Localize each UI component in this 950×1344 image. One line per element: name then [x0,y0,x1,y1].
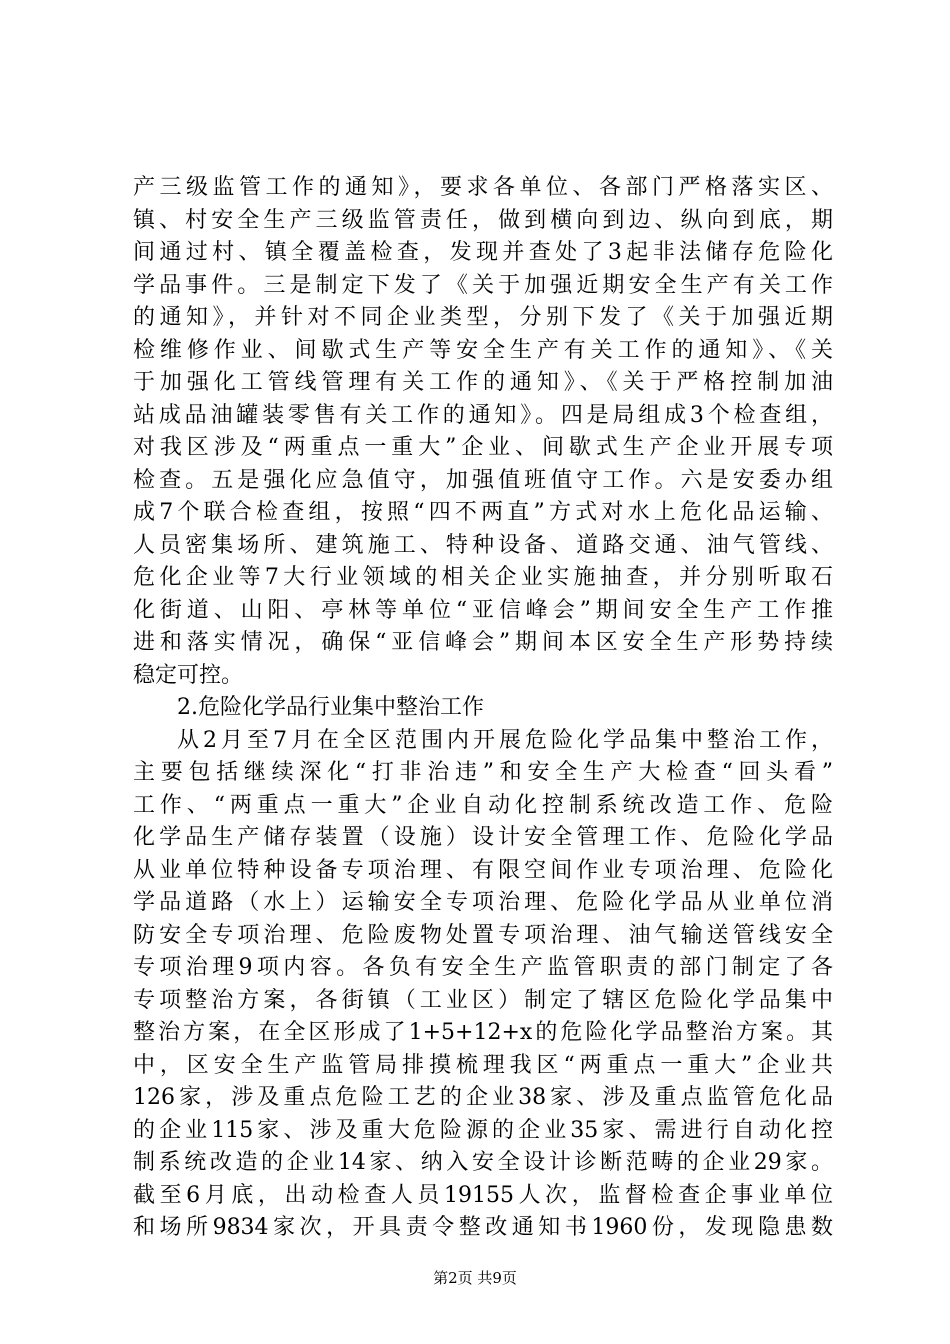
text-line: 专项整治方案，各街镇（工业区）制定了辖区危险化学品集中 [133,987,833,1013]
text-line: 的企业115家、涉及重大危险源的企业35家、需进行自动化控 [133,1117,833,1143]
text-line: 间通过村、镇全覆盖检查，发现并查处了3起非法储存危险化 [133,240,833,265]
text-line: 化街道、山阳、亭林等单位“亚信峰会”期间安全生产工作推 [133,597,833,623]
text-line: 的通知》，并针对不同企业类型，分别下发了《关于加强近期 [133,305,833,330]
text-line: 专项治理9项内容。各负有安全生产监管职责的部门制定了各 [133,955,833,980]
page-number-footer: 第2页 共9页 [433,1269,517,1287]
document-body [133,172,833,1245]
text-line: 学品事件。三是制定下发了《关于加强近期安全生产有关工作 [133,272,833,298]
text-line: 于加强化工管线管理有关工作的通知》、《关于严格控制加油 [133,370,833,395]
text-line: 检维修作业、间歇式生产等安全生产有关工作的通知》、《关 [133,337,833,363]
text-line: 中，区安全生产监管局排摸梳理我区“两重点一重大”企业共 [133,1052,833,1078]
text-line: 从业单位特种设备专项治理、有限空间作业专项治理、危险化 [133,857,833,883]
text-line: 镇、村安全生产三级监管责任，做到横向到边、纵向到底，期 [133,207,833,233]
text-line: 截至6月底，出动检查人员19155人次，监督检查企事业单位 [133,1182,833,1208]
text-line: 成7个联合检查组，按照“四不两直”方式对水上危化品运输、 [133,500,833,525]
text-line: 产三级监管工作的通知》，要求各单位、各部门严格落实区、 [133,175,833,200]
text-line: 检查。五是强化应急值守，加强值班值守工作。六是安委办组 [133,467,833,493]
text-line: 整治方案，在全区形成了1+5+12+x的危险化学品整治方案。其 [133,1020,833,1045]
text-line: 稳定可控。 [133,662,244,688]
text-line: 人员密集场所、建筑施工、特种设备、道路交通、油气管线、 [133,532,833,558]
text-line: 化学品生产储存装置（设施）设计安全管理工作、危险化学品 [133,825,833,850]
section-heading: 2.危险化学品行业集中整治工作 [177,695,484,720]
text-line: 和场所9834家次，开具责令整改通知书1960份，发现隐患数 [133,1215,833,1240]
text-line: 对我区涉及“两重点一重大”企业、间歇式生产企业开展专项 [133,435,833,460]
text-line: 站成品油罐装零售有关工作的通知》。四是局组成3个检查组， [133,402,833,428]
text-line: 制系统改造的企业14家、纳入安全设计诊断范畴的企业29家。 [133,1150,833,1175]
text-line: 危化企业等7大行业领域的相关企业实施抽查，并分别听取石 [133,565,833,590]
text-line: 进和落实情况，确保“亚信峰会”期间本区安全生产形势持续 [133,630,833,655]
text-line: 从2月至7月在全区范围内开展危险化学品集中整治工作， [177,727,833,753]
text-line: 126家，涉及重点危险工艺的企业38家、涉及重点监管危化品 [133,1085,833,1110]
text-line: 主要包括继续深化“打非治违”和安全生产大检查“回头看” [133,760,833,785]
text-line: 学品道路（水上）运输安全专项治理、危险化学品从业单位消 [133,890,833,915]
text-line: 防安全专项治理、危险废物处置专项治理、油气输送管线安全 [133,922,833,948]
text-line: 工作、“两重点一重大”企业自动化控制系统改造工作、危险 [133,792,833,818]
